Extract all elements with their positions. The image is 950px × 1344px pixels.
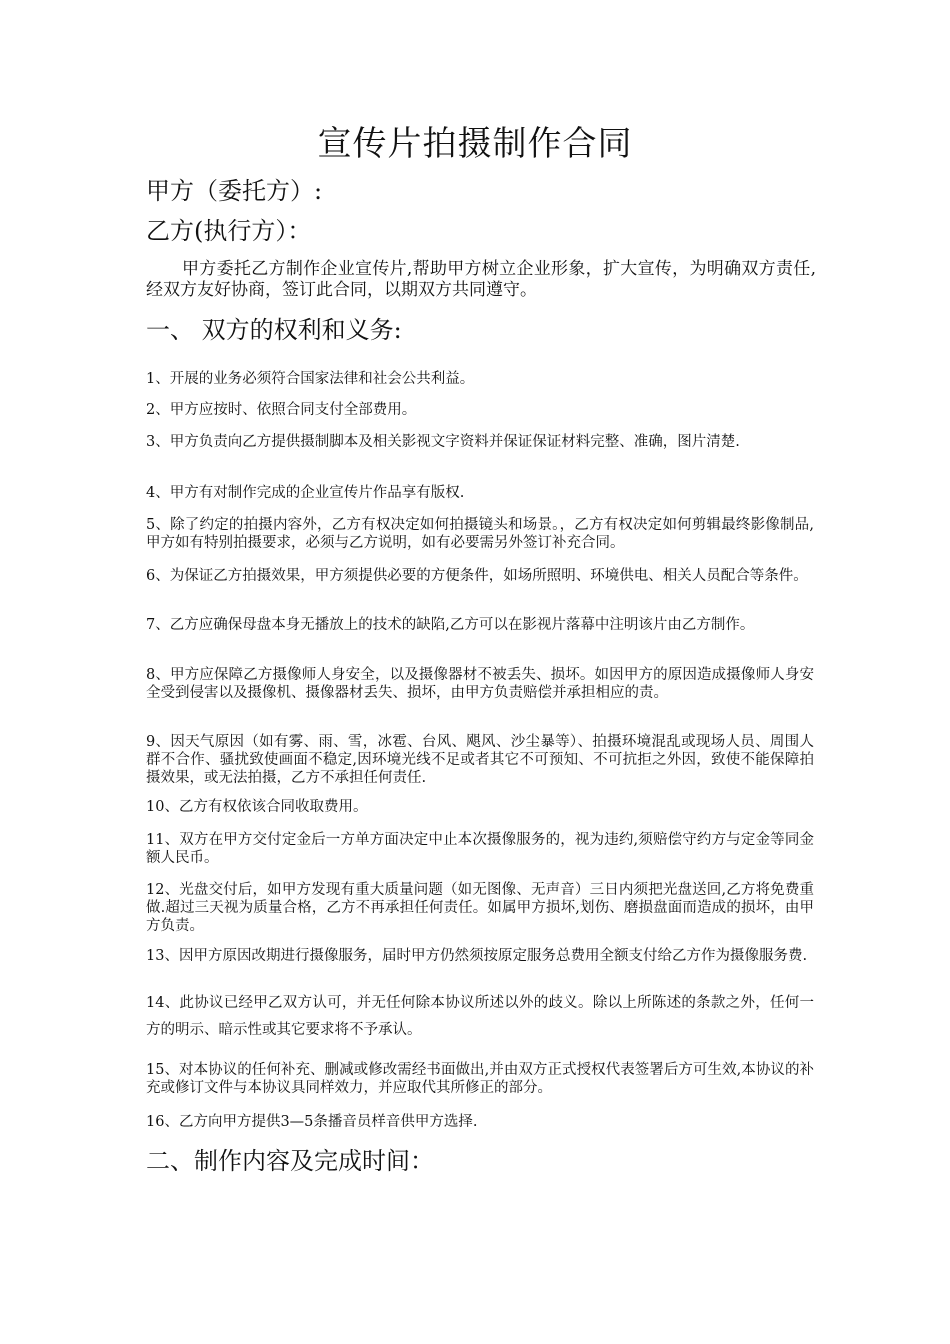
clause-10: 10、乙方有权依该合同收取费用。 bbox=[146, 799, 368, 815]
clause-16: 16、乙方向甲方提供3—5条播音员样音供甲方选择. bbox=[146, 1114, 478, 1130]
party-a-line: 甲方（委托方）: bbox=[146, 177, 323, 205]
clause-11: 11、双方在甲方交付定金后一方单方面决定中止本次摄像服务的，视为违约,须赔偿守约方与定金等同金额人民币。 bbox=[146, 832, 814, 866]
clause-15: 15、对本协议的任何补充、删减或修改需经书面做出,并由双方正式授权代表签署后方可生效,本协议的补充或修订文件与本协议具同样效力，并应取代其所修正的部分。 bbox=[146, 1062, 814, 1096]
clause-7: 7、乙方应确保母盘本身无播放上的技术的缺陷,乙方可以在影视片落幕中注明该片由乙方制作。 bbox=[146, 617, 755, 633]
clause-4: 4、甲方有对制作完成的企业宣传片作品享有版权. bbox=[146, 485, 465, 501]
section-heading-production: 二、制作内容及完成时间： bbox=[146, 1147, 434, 1175]
intro-paragraph: 甲方委托乙方制作企业宣传片,帮助甲方树立企业形象，扩大宣传，为明确双方责任,经双方友好协商，签订此合同，以期双方共同遵守。 bbox=[146, 259, 816, 300]
clause-9: 9、因天气原因（如有雾、雨、雪，冰雹、台风、飓风、沙尘暴等）、拍摄环境混乱或现场人员、周围人群不合作、骚扰致使画面不稳定,因环境光线不足或者其它不可预知、不可抗拒之外因，致使不能保障拍摄效果，或无法拍摄，乙方不承担任何责任. bbox=[146, 734, 814, 786]
clause-13: 13、因甲方原因改期进行摄像服务，届时甲方仍然须按原定服务总费用全额支付给乙方作为摄像服务费. bbox=[146, 948, 808, 964]
clause-14: 14、此协议已经甲乙双方认可，并无任何除本协议所述以外的歧义。除以上所陈述的条款之外，任何一方的明示、暗示性或其它要求将不予承认。 bbox=[146, 995, 814, 1038]
clause-2: 2、甲方应按时、依照合同支付全部费用。 bbox=[146, 402, 417, 418]
clause-3: 3、甲方负责向乙方提供摄制脚本及相关影视文字资料并保证保证材料完整、准确，图片清楚. bbox=[146, 434, 740, 450]
clause-5: 5、除了约定的拍摄内容外，乙方有权决定如何拍摄镜头和场景。，乙方有权决定如何剪辑最终影像制品,甲方如有特别拍摄要求，必须与乙方说明，如有必要需另外签订补充合同。 bbox=[146, 517, 814, 551]
clause-8: 8、甲方应保障乙方摄像师人身安全，以及摄像器材不被丢失、损坏。如因甲方的原因造成摄像师人身安全受到侵害以及摄像机、摄像器材丢失、损坏，由甲方负责赔偿并承担相应的责。 bbox=[146, 667, 814, 701]
clause-12: 12、光盘交付后，如甲方发现有重大质量问题（如无图像、无声音）三日内须把光盘送回,乙方将免费重做.超过三天视为质量合格，乙方不再承担任何责任。如属甲方损坏,划伤、磨损盘面而造成的损坏，由甲方负责。 bbox=[146, 882, 814, 934]
party-b-line: 乙方(执行方）： bbox=[146, 217, 312, 245]
clause-6: 6、为保证乙方拍摄效果，甲方须提供必要的方便条件，如场所照明、环境供电、相关人员配合等条件。 bbox=[146, 568, 808, 584]
clause-1: 1、开展的业务必须符合国家法律和社会公共利益。 bbox=[146, 371, 475, 387]
document-title: 宣传片拍摄制作合同 bbox=[317, 124, 633, 164]
section-heading-rights: 一、 双方的权利和义务: bbox=[146, 316, 402, 344]
